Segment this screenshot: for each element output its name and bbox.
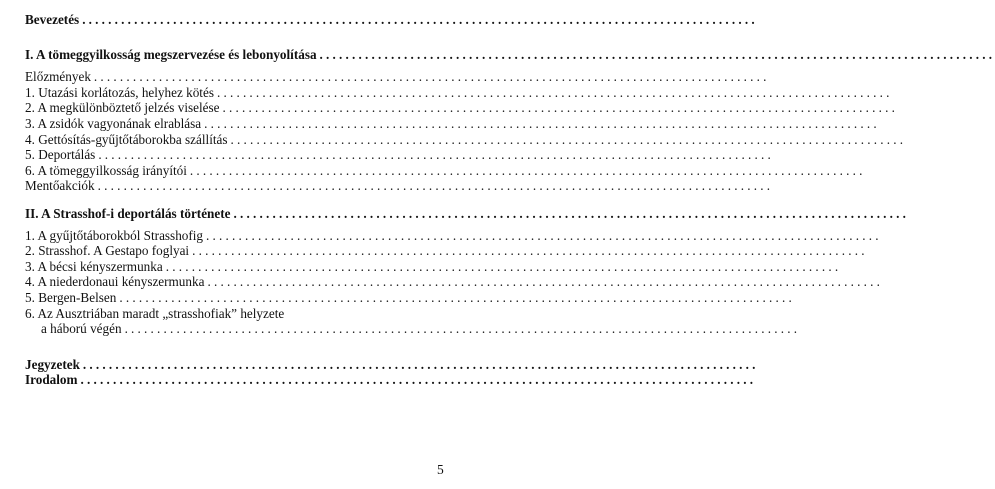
toc-entry-label: Bevezetés: [25, 12, 80, 27]
toc-entry-label: 5. Deportálás: [25, 147, 96, 163]
dot-leader: ........................................................................................................: [319, 46, 995, 62]
dot-leader: ........................................................................................................: [97, 178, 774, 194]
section-title: I. A tömeggyilkosság megszervezése és lebonyolítása: [25, 46, 317, 62]
toc-entry: [25, 178, 774, 194]
dot-leader: ........................................................................................................: [165, 258, 842, 274]
dot-leader: ........................................................................................................: [82, 356, 759, 372]
toc-entry: [25, 147, 774, 163]
dot-leader: ........................................................................................................: [124, 321, 801, 337]
dot-leader: ........................................................................................................: [216, 84, 893, 100]
toc-entry-label: Jegyzetek: [25, 356, 80, 372]
toc-entry-continuation: [25, 321, 801, 337]
toc-entry: [25, 306, 439, 322]
toc-entry-label: 2. A megkülönböztető jelzés viselése: [25, 100, 220, 116]
dot-leader: ........................................................................................................: [192, 243, 868, 259]
toc-entry: [25, 289, 796, 306]
toc-entry-label: 5. Bergen-Belsen: [25, 289, 117, 305]
dot-leader: ........................................................................................................: [222, 100, 899, 116]
dot-leader: ........................................................................................................: [233, 205, 910, 221]
dot-leader: ........................................................................................................: [204, 115, 880, 131]
toc-section-2-title: [25, 205, 910, 222]
toc-entry-label: 6. Az Ausztriában maradt „strasshofiak” helyzete: [25, 305, 285, 321]
toc-entry-label: 4. Gettósítás-gyűjtőtáborokba szállítás: [25, 131, 228, 147]
toc-entry-label: 3. A bécsi kényszermunka: [25, 258, 163, 274]
dot-leader: ........................................................................................................: [119, 289, 796, 305]
toc-entry-label: Mentőakciók: [25, 178, 95, 194]
toc-entry-label: 4. A niederdonaui kényszermunka: [25, 274, 205, 290]
dot-leader: ........................................................................................................: [98, 147, 774, 163]
page-number: 5: [437, 462, 444, 477]
toc-entry: [25, 243, 868, 259]
toc-entry: [25, 131, 907, 148]
dot-leader: ........................................................................................................: [93, 69, 770, 85]
toc-entry-bibliography: [25, 372, 757, 388]
section-title: II. A Strasshof-i deportálás története: [25, 205, 231, 221]
table-of-contents: [25, 12, 995, 388]
toc-entry-label: a háború végén: [41, 321, 122, 337]
toc-entry-label: 2. Strasshof. A Gestapo foglyai: [25, 243, 190, 259]
toc-entry-label: 1. Utazási korlátozás, helyhez kötés: [25, 84, 214, 100]
toc-entry-notes: [25, 356, 759, 373]
toc-entry: [25, 84, 893, 101]
toc-entry: [25, 115, 880, 132]
toc-entry-label: 6. A tömeggyilkosság irányítói: [25, 162, 187, 178]
toc-entry: [25, 162, 866, 179]
toc-entry: [25, 227, 882, 244]
toc-entry: [25, 100, 899, 116]
dot-leader: ........................................................................................................: [82, 12, 758, 27]
toc-entry-intro: [25, 12, 758, 28]
dot-leader: ........................................................................................................: [207, 274, 884, 290]
toc-entry-label: Irodalom: [25, 372, 78, 388]
toc-entry: [25, 69, 770, 85]
toc-entry-label: 1. A gyűjtőtáborokból Strasshofig: [25, 227, 204, 243]
dot-leader: ........................................................................................................: [189, 162, 866, 178]
toc-section-1-title: [25, 46, 995, 63]
dot-leader: ........................................................................................................: [80, 372, 757, 388]
toc-entry-label: Előzmények: [25, 69, 91, 85]
toc-entry-label: 3. A zsidók vagyonának elrablása: [25, 115, 202, 131]
dot-leader: ........................................................................................................: [230, 131, 907, 147]
toc-entry: [25, 258, 842, 275]
dot-leader: ........................................................................................................: [206, 227, 882, 243]
toc-entry: [25, 274, 884, 290]
